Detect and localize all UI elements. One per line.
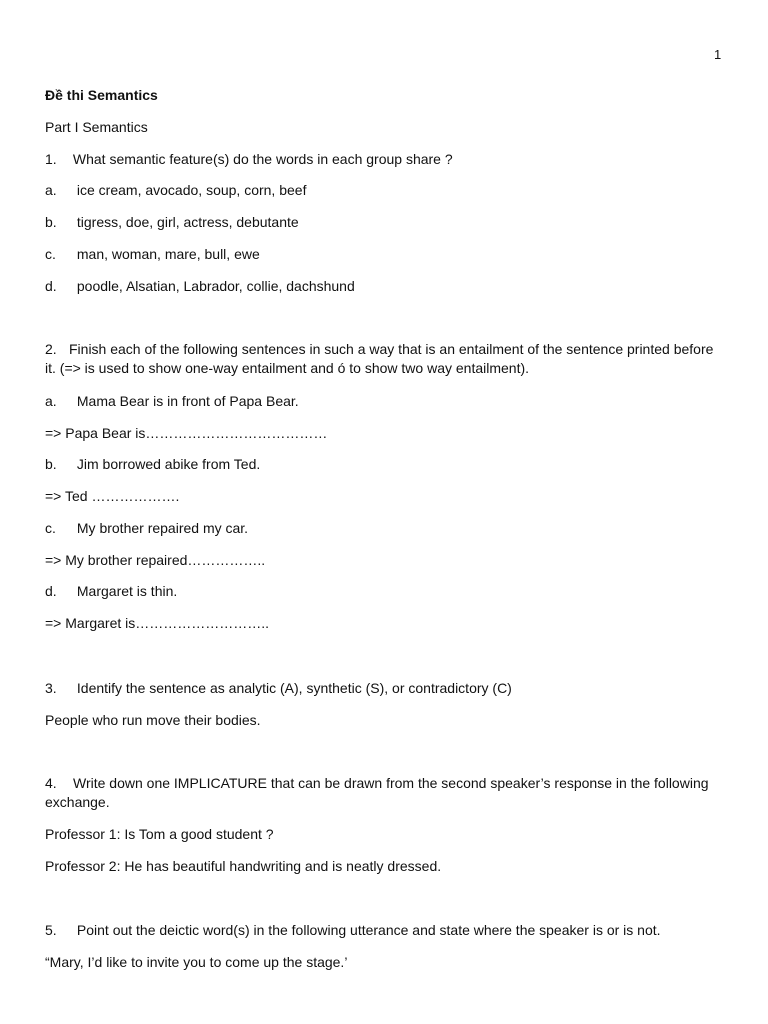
item-text: Jim borrowed abike from Ted. [76, 456, 261, 472]
item-text: man, woman, mare, bull, ewe [76, 246, 260, 262]
q2-answer-a: => Papa Bear is………………………………… [45, 425, 328, 441]
q4-dialogue-line-2: Professor 2: He has beautiful handwriting and is neatly dressed. [45, 858, 442, 874]
question-text: What semantic feature(s) do the words in each group share ? [72, 151, 453, 167]
question-text: Write down one IMPLICATURE that can be drawn from the second speaker’s response in the following exchange. [45, 775, 709, 810]
q5-utterance: “Mary, I’d like to invite you to come up the stage.’ [45, 954, 348, 970]
question-number: 1. [45, 151, 57, 167]
item-label: c. [45, 246, 56, 262]
item-label: b. [45, 456, 57, 472]
q3-sentence: People who run move their bodies. [45, 712, 261, 728]
question-number: 4. [45, 775, 57, 791]
q2-answer-c: => My brother repaired…………….. [45, 552, 266, 568]
item-text: ice cream, avocado, soup, corn, beef [76, 182, 307, 198]
item-text: Margaret is thin. [76, 583, 178, 599]
question-1 [45, 150, 453, 169]
question-4 [45, 774, 725, 812]
question-text: Identify the sentence as analytic (A), synthetic (S), or contradictory (C) [76, 680, 512, 696]
item-label: a. [45, 393, 57, 409]
question-number: 3. [45, 680, 57, 696]
q4-dialogue-line-1: Professor 1: Is Tom a good student ? [45, 826, 274, 842]
q2-item-a [45, 392, 299, 411]
page-number: 1 [714, 47, 722, 62]
item-text: tigress, doe, girl, actress, debutante [76, 214, 299, 230]
q2-item-d [45, 582, 177, 601]
q1-item-c [45, 245, 260, 264]
part-heading: Part I Semantics [45, 119, 148, 135]
item-label: c. [45, 520, 56, 536]
question-text: Finish each of the following sentences in such a way that is an entailment of the sentence printed before it. (=> is used to show one-way entailment and ó to show two way entailment). [45, 341, 714, 376]
item-text: My brother repaired my car. [76, 520, 249, 536]
q1-item-b [45, 213, 299, 232]
item-label: a. [45, 182, 57, 198]
item-label: b. [45, 214, 57, 230]
question-3 [45, 679, 512, 698]
item-text: Mama Bear is in front of Papa Bear. [76, 393, 299, 409]
question-2 [45, 340, 725, 378]
document-title: Đề thi Semantics [45, 87, 158, 103]
item-label: d. [45, 583, 57, 599]
q1-item-a [45, 181, 306, 200]
q2-answer-b: => Ted ………………. [45, 488, 180, 504]
question-5 [45, 921, 661, 940]
question-number: 2. [45, 341, 57, 357]
item-text: poodle, Alsatian, Labrador, collie, dachshund [76, 278, 355, 294]
q2-item-b [45, 455, 260, 474]
question-text: Point out the deictic word(s) in the following utterance and state where the speaker is or is not. [76, 922, 661, 938]
q2-item-c [45, 519, 248, 538]
item-label: d. [45, 278, 57, 294]
question-number: 5. [45, 922, 57, 938]
q1-item-d [45, 277, 355, 296]
q2-answer-d: => Margaret is……………………….. [45, 615, 270, 631]
